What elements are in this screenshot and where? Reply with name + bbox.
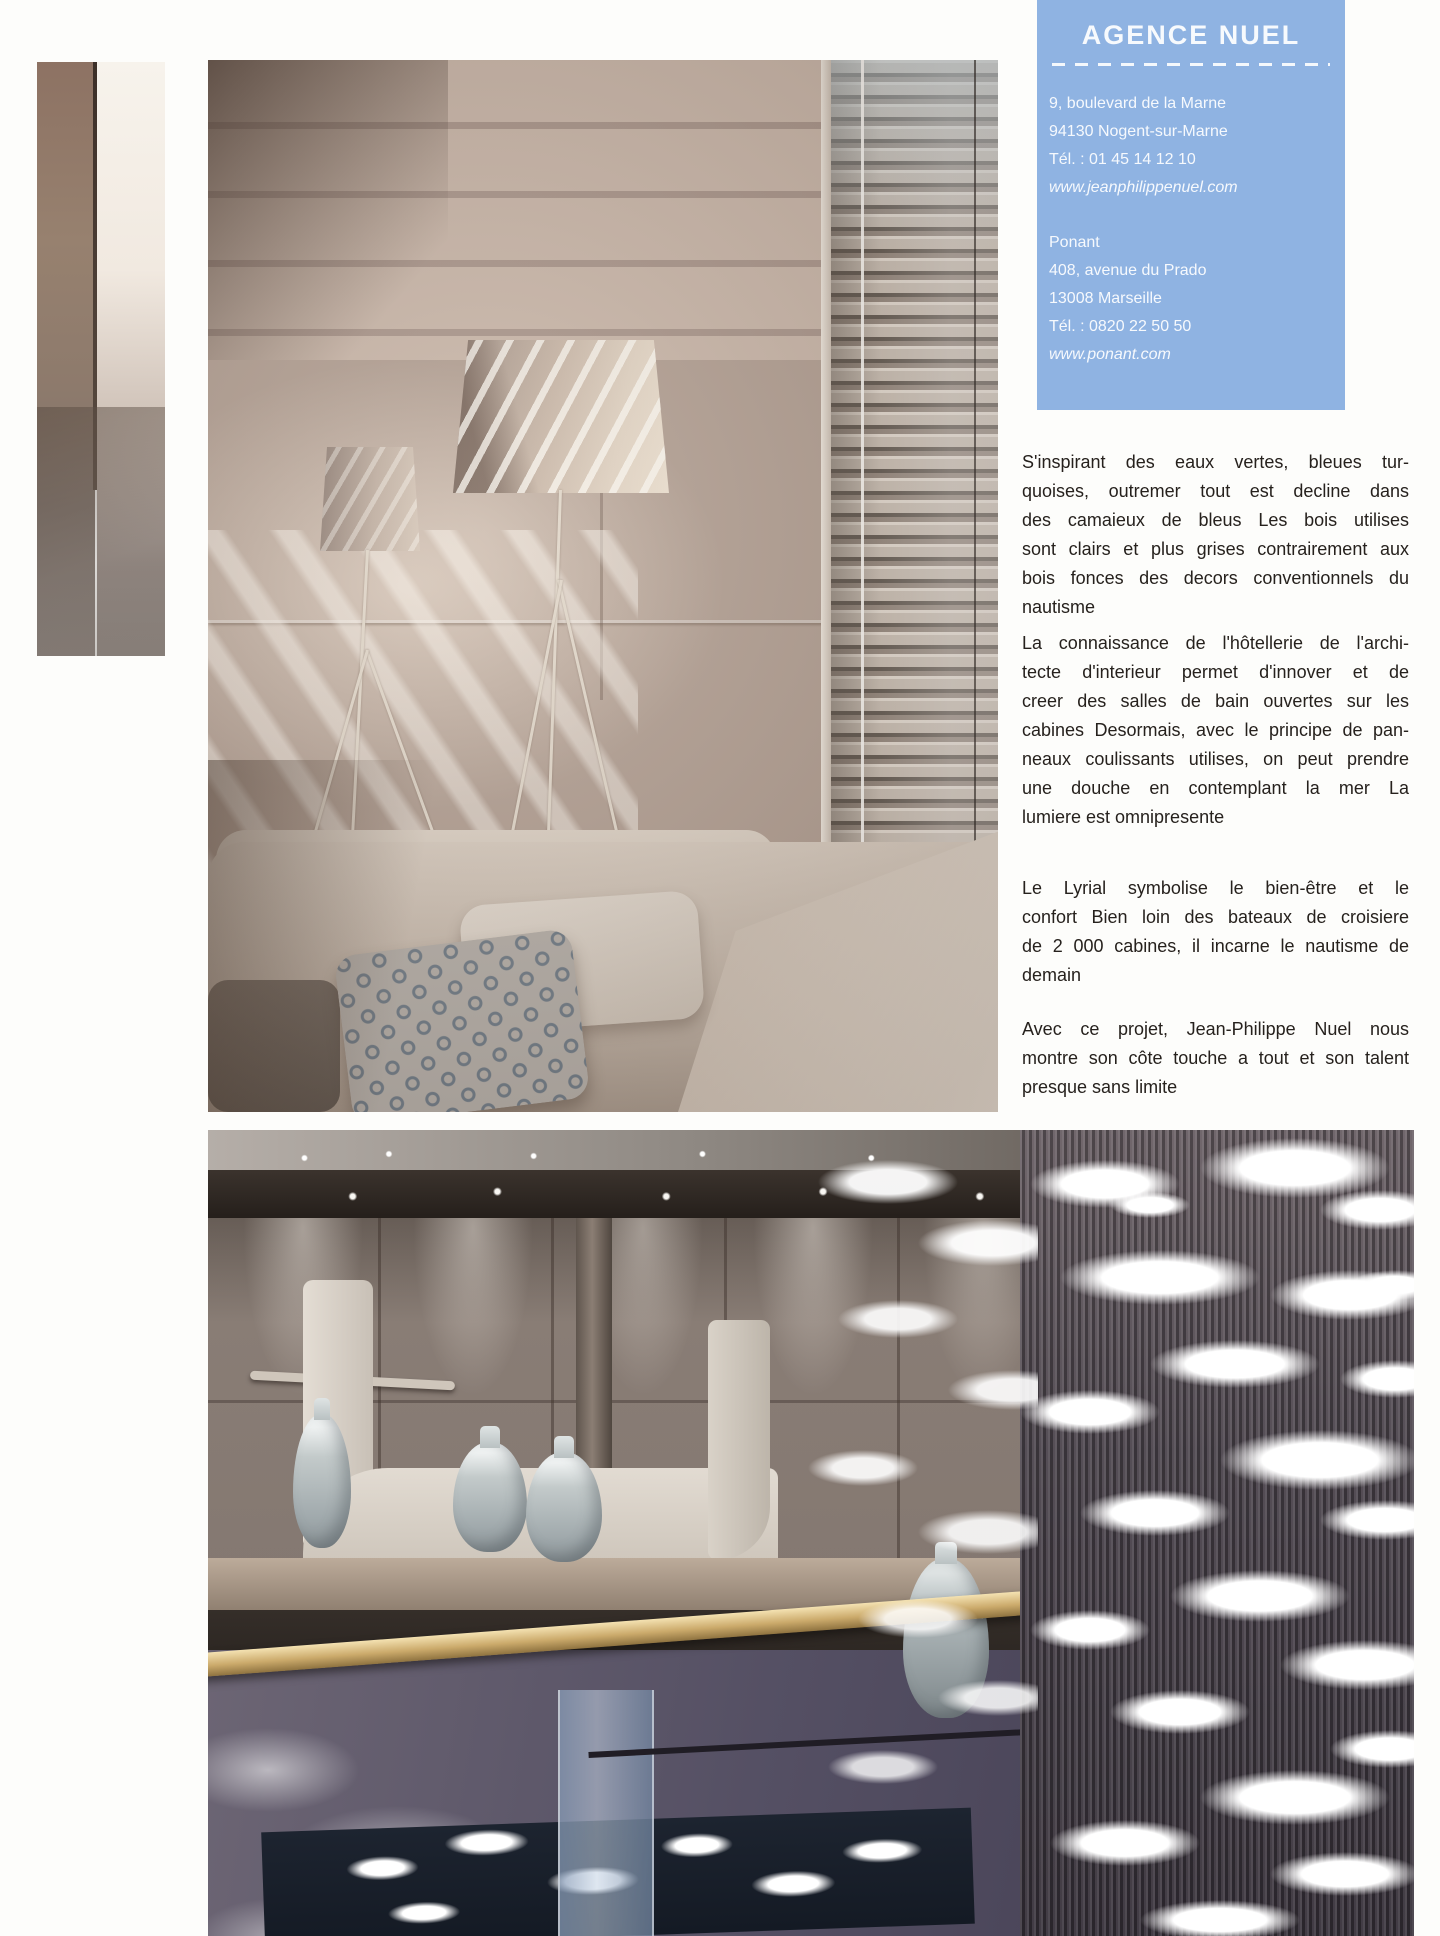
text-line: une douche en contemplant la mer La <box>1022 778 1409 798</box>
paragraph-4 <box>1022 1015 1409 1102</box>
floor-lamp-small-shade <box>320 447 420 551</box>
text-line: cabines Desormais, avec le principe de pan- <box>1022 720 1409 740</box>
text-line: Le Lyrial symbolise le bien-être et le <box>1022 878 1409 898</box>
lamp-leg <box>545 490 562 890</box>
blind-cord-dark <box>974 60 976 1112</box>
text-line: neaux coulissants utilises, on peut prendre <box>1022 749 1409 769</box>
dashed-divider <box>1052 63 1330 66</box>
text-line: demain <box>1022 965 1082 985</box>
text-line: sont clairs et plus grises contrairement aux <box>1022 539 1409 559</box>
client-address-line2: 13008 Marseille <box>1049 290 1162 307</box>
sofa-armrest <box>678 820 998 1112</box>
client-website: www.ponant.com <box>1049 346 1171 363</box>
blind-cord <box>861 60 864 1112</box>
cushion-plain <box>459 890 705 1034</box>
strip-shadow <box>37 407 165 656</box>
paragraph-3 <box>1022 874 1409 990</box>
lamp-leg <box>349 550 369 870</box>
text-line: quoises, outremer tout est decline dans <box>1022 481 1409 501</box>
photo-left-strip <box>37 62 165 656</box>
photo-living-room <box>208 60 998 1112</box>
text-line: montre son côte touche a tout et son talent <box>1022 1048 1409 1068</box>
venetian-blinds <box>831 60 998 1112</box>
text-line: nautisme <box>1022 597 1096 617</box>
text-line: bois fonces des decors conventionnels du <box>1022 568 1409 588</box>
agency-website: www.jeanphilippenuel.com <box>1049 179 1238 196</box>
wall-seam-horizontal <box>208 620 831 623</box>
text-line: S'inspirant des eaux vertes, bleues tur- <box>1022 452 1409 472</box>
floor-lamp-large-shade <box>453 340 669 493</box>
article-body <box>1022 448 1409 1102</box>
agence-contact-card <box>1037 0 1345 410</box>
vase-round <box>453 1442 527 1552</box>
bench-curve-right <box>708 1320 770 1560</box>
text-line: presque sans limite <box>1022 1077 1178 1097</box>
cushion-dark <box>208 980 340 1112</box>
agency-phone: Tél. : 01 45 14 12 10 <box>1049 151 1196 168</box>
sofa <box>208 842 998 1112</box>
text-line: La connaissance de l'hôtellerie de l'archi- <box>1022 633 1409 653</box>
lamp-leg <box>557 580 632 892</box>
text-line: Avec ce projet, Jean-Philippe Nuel nous <box>1022 1019 1409 1039</box>
client-address-line1: 408, avenue du Prado <box>1049 262 1207 279</box>
photo-lounge <box>208 1130 1414 1936</box>
light-sculpture-curtain <box>1020 1130 1414 1936</box>
wall-shadow-corner <box>208 60 448 440</box>
text-line: creer des salles de bain ouvertes sur les <box>1022 691 1409 711</box>
agency-address-line1: 9, boulevard de la Marne <box>1049 95 1226 112</box>
padded-wall-bands <box>208 60 841 360</box>
client-address-block <box>1049 229 1345 369</box>
lamp-leg <box>503 580 563 875</box>
text-line: des camaieux de bleus Les bois utilises <box>1022 510 1409 530</box>
client-phone: Tél. : 0820 22 50 50 <box>1049 318 1192 335</box>
client-name: Ponant <box>1049 234 1100 251</box>
text-line: tecte d'interieur permet d'innover et de <box>1022 662 1409 682</box>
paragraph-2 <box>1022 629 1409 832</box>
wall-seam-vertical <box>600 360 603 700</box>
agency-address-block <box>1049 90 1345 202</box>
text-line: lumiere est omnipresente <box>1022 807 1225 827</box>
sunlight-streaks <box>208 530 638 960</box>
text-line: de 2 000 cabines, il incarne le nautisme de <box>1022 936 1409 956</box>
agency-address-line2: 94130 Nogent-sur-Marne <box>1049 123 1228 140</box>
text-line: confort Bien loin des bateaux de croisiere <box>1022 907 1409 927</box>
sofa-back-cushion <box>216 830 776 970</box>
paragraph-1 <box>1022 448 1409 622</box>
cushion-patterned <box>334 928 591 1112</box>
light-sculpture-discs <box>798 1130 1038 1830</box>
window-frame <box>821 60 831 1112</box>
lamp-leg <box>365 649 443 857</box>
wall-lower <box>208 360 841 860</box>
glass-panel <box>558 1690 654 1936</box>
agency-title: AGENCE NUEL <box>1081 20 1301 50</box>
vase-round <box>526 1452 602 1562</box>
sofa-shadow <box>208 760 478 1112</box>
lamp-leg <box>308 650 369 853</box>
